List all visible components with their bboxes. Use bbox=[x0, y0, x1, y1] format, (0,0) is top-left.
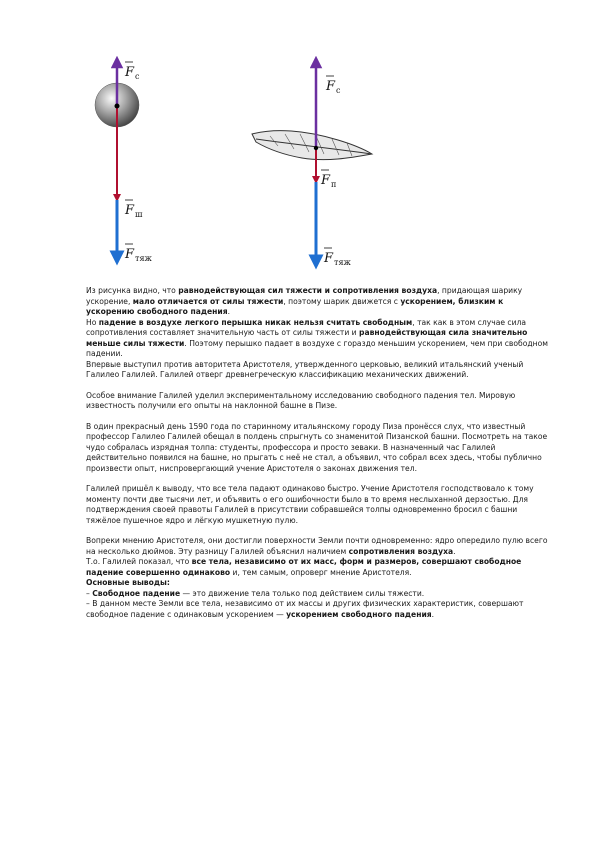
feather-vector-bars bbox=[321, 76, 337, 248]
feather-center-point bbox=[314, 146, 318, 150]
paragraph-ball: Из рисунка видно, что равнодействующая сил тяжести и сопротивления воздуха, придающая шарику ускорение, мало отличается от силы тяжести, поэтому шарик движется с ускорением, близким к ускорению свободного падения. bbox=[86, 286, 523, 316]
force-diagram bbox=[80, 50, 380, 275]
force-diagram-svg bbox=[80, 50, 380, 275]
ball-center-point bbox=[115, 104, 120, 109]
paragraph-experiments: Особое внимание Галилей уделил экспериментальному исследованию свободного падения тел. Мировую известность получили его опыты на наклонной башне в Пизе. bbox=[86, 390, 516, 410]
conclusion-item-2: – В данном месте Земли все тела, независимо от их массы и других физических характеристик, совершают свободное падение с одинаковым ускорением — ускорением свободного падения. bbox=[86, 599, 524, 619]
paragraph-feather: Но падение в воздухе легкого перышка никак нельзя считать свободным, так как в этом случае сила сопротивления составляет значительную часть от силы тяжести и равнодействующая сила значительно меньше силы тяжести. Поэтому перышко падает в воздухе с гораздо меньшим ускорением, чем при свободном падении. bbox=[86, 317, 548, 358]
paragraph-summary: Т.о. Галилей показал, что все тела, независимо от их масс, форм и размеров, совершают свободное падение совершенно одинаково и, тем самым, опроверг мнение Аристотеля. bbox=[86, 557, 522, 577]
conclusion-item-1: – Свободное падение — это движение тела только под действием силы тяжести. bbox=[86, 588, 425, 598]
ball-group bbox=[95, 62, 153, 263]
ball-force-bottom-label: $F_{тяж}$ bbox=[125, 247, 152, 263]
feather-force-mid-label: $F_п$ bbox=[321, 173, 337, 189]
paragraph-conclusion-galileo: Галилей пришёл к выводу, что все тела падают одинаково быстро. Учение Аристотеля господствовало к тому моменту почти две тысячи лет, и объявить о его ошибочности было в то время неслыханной дерзостью. Для подтверждения своей правоты Галилей в присутствии собравшейся толпы одновременно бросил с башни тяжёлое пушечное ядро и лёгкую мушкетную пулю. bbox=[86, 484, 534, 525]
ball-force-mid-label: $F_ш$ bbox=[125, 203, 143, 219]
paragraph-galileo-intro: Впервые выступил против авторитета Аристотеля, утвержденного церковью, великий итальянский ученый Галилео Галилей. Галилей отверг древнегреческую классификацию механических движений. bbox=[86, 359, 524, 379]
paragraph-pisa-story: В один прекрасный день 1590 года по старинному итальянскому городу Пиза пронёсся слух, что известный профессор Галилео Галилей обещал в полдень спрыгнуть со знаменитой Пизанской башни. Посмотреть на такое чудо собралась изрядная толпа: студенты, профессора и просто зеваки. В назначенный час Галилей действительно появился на башне, но прыгать с неё не стал, а объявил, что собрал всех здесь, чтобы публично произвести опыт, ниспровергающий учение Аристотеля о законах движения тел. bbox=[86, 421, 548, 473]
paragraph-air-resistance: Вопреки мнению Аристотеля, они достигли поверхности Земли почти одновременно: ядро опередило пулю всего на несколько дюймов. Эту разницу Галилей объяснил наличием сопротивления воздуха. bbox=[86, 536, 548, 556]
ball-force-top-label: $F_с$ bbox=[125, 65, 140, 81]
feather-force-top-label: $F_с$ bbox=[326, 79, 341, 95]
feather-force-bottom-label: $F_{тяж}$ bbox=[324, 251, 351, 267]
conclusions-title: Основные выводы: bbox=[86, 578, 170, 587]
feather-image bbox=[252, 131, 372, 160]
feather-group bbox=[252, 62, 372, 267]
document-body bbox=[86, 286, 550, 620]
